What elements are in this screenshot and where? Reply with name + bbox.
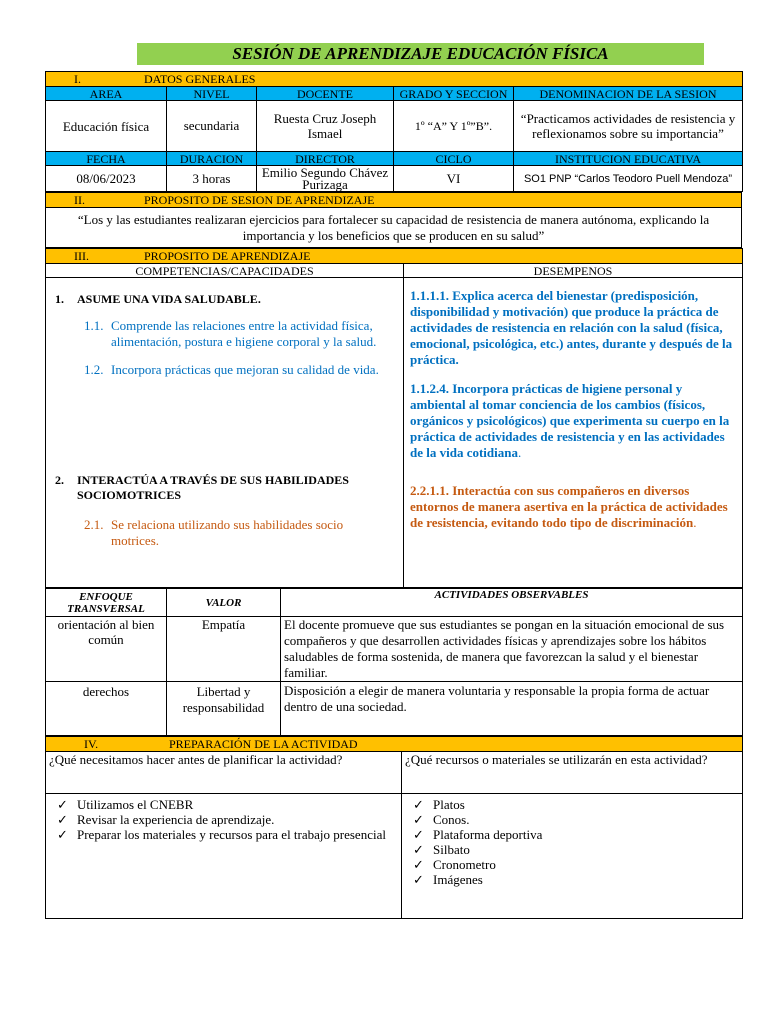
competencia-2: 2. INTERACTÚA A TRAVÉS DE SUS HABILIDADES SOCIOMOTRICES [55, 473, 349, 502]
proposito-aprendizaje-table [45, 248, 743, 588]
actividad-1: El docente promueve que sus estudiantes se pongan en la situación emocional de sus compañeros y que desarrollen actividades físicas y aprendizajes sobre los hábitos saludables de forma sostenida, de manera que favorezcan la salud y el bienestar familiar. [281, 617, 743, 682]
header-institucion: INSTITUCION EDUCATIVA [514, 152, 743, 166]
section-1-header [46, 72, 743, 87]
desempeno-2: 1.1.2.4. Incorpora prácticas de higiene personal y ambiental al tomar conciencia de los cambios (físicos, orgánicos y psicológicos) que experimenta su cuerpo en la práctica de actividades de resistencia y en las actividades de la vida cotidiana. [410, 381, 730, 460]
section-3-label: PROPOSITO DE APRENDIZAJE [144, 248, 311, 263]
check-icon: ✓ [413, 872, 424, 887]
section-1-number: I. [74, 71, 81, 86]
header-fecha: FECHA [46, 152, 167, 166]
header-docente: DOCENTE [257, 87, 394, 101]
section-2-header [46, 193, 742, 208]
datos-generales-table [45, 71, 743, 192]
enfoque-row [46, 617, 743, 682]
section-4-number: IV. [84, 736, 99, 751]
check-icon: ✓ [57, 812, 68, 827]
check-icon: ✓ [57, 797, 68, 812]
question-recursos: ¿Qué recursos o materiales se utilizarán en esta actividad? [402, 752, 743, 794]
capacidad-1-1: 1.1. Comprende las relaciones entre la actividad física, alimentación, postura e higiene corporal y la salud. [84, 318, 377, 349]
antes-list [49, 797, 398, 842]
enfoque-2: derechos [46, 682, 167, 736]
preparacion-table [45, 736, 743, 919]
value-institucion: SO1 PNP “Carlos Teodoro Puell Mendoza” [514, 166, 743, 192]
check-icon: ✓ [413, 857, 424, 872]
list-item: ✓ Plataforma deportiva [413, 827, 543, 842]
section-4-header [46, 737, 743, 752]
value-fecha: 08/06/2023 [46, 166, 167, 192]
value-area: Educación física [46, 101, 167, 152]
enfoque-header: ENFOQUE TRANSVERSAL [46, 589, 167, 617]
value-duracion: 3 horas [167, 166, 257, 192]
recursos-list [405, 797, 739, 887]
actividades-header: ACTIVIDADES OBSERVABLES [281, 589, 743, 617]
list-item: ✓ Platos [413, 797, 465, 812]
recursos-list-cell [402, 794, 743, 919]
value-ciclo: VI [394, 166, 514, 192]
check-icon: ✓ [413, 797, 424, 812]
list-item: ✓ Imágenes [413, 872, 483, 887]
value-director: Emilio Segundo Chávez Purizaga [257, 166, 394, 192]
list-item: ✓ Revisar la experiencia de aprendizaje. [57, 812, 275, 827]
header-denominacion: DENOMINACION DE LA SESION [514, 87, 743, 101]
desempenos-cell [404, 278, 743, 588]
session-document [45, 71, 742, 919]
value-nivel: secundaria [167, 101, 257, 152]
header-area: AREA [46, 87, 167, 101]
value-grado: 1º “A” Y 1º”B”. [394, 101, 514, 152]
capacidad-1-2: 1.2. Incorpora prácticas que mejoran su calidad de vida. [84, 362, 379, 377]
value-denominacion: “Practicamos actividades de resistencia y reflexionamos sobre su importancia” [514, 101, 743, 152]
desempeno-1: 1.1.1.1. Explica acerca del bienestar (predisposición, disponibilidad y motivación) que produce la práctica de actividades de resistencia en relación con la salud (física, emocional, psicológica, etc.) antes, durante y después de la práctica. [410, 288, 733, 367]
proposito-sesion-table [45, 192, 742, 248]
list-item: ✓ Conos. [413, 812, 470, 827]
check-icon: ✓ [413, 842, 424, 857]
section-3-header [46, 249, 743, 264]
list-item: ✓ Preparar los materiales y recursos para el trabajo presencial [57, 827, 386, 842]
header-nivel: NIVEL [167, 87, 257, 101]
page-title: SESIÓN DE APRENDIZAJE EDUCACIÓN FÍSICA [137, 43, 704, 65]
header-ciclo: CICLO [394, 152, 514, 166]
capacidad-2-1: 2.1. Se relaciona utilizando sus habilidades socio motrices. [84, 517, 344, 548]
question-antes: ¿Qué necesitamos hacer antes de planificar la actividad? [46, 752, 402, 794]
section-4-label: PREPARACIÓN DE LA ACTIVIDAD [169, 736, 358, 751]
section-2-number: II. [74, 192, 85, 207]
check-icon: ✓ [57, 827, 68, 842]
enfoques-table [45, 588, 743, 736]
valor-1: Empatía [167, 617, 281, 682]
valor-2: Libertad y responsabilidad [167, 682, 281, 736]
desempenos-header: DESEMPENOS [404, 264, 743, 278]
desempeno-3: 2.2.1.1. Interactúa con sus compañeros en diversos entornos de manera asertiva en la práctica de actividades de resistencia, evitando todo tipo de discriminación. [410, 483, 728, 530]
competencia-1: 1. ASUME UNA VIDA SALUDABLE. [55, 292, 261, 306]
list-item: ✓ Utilizamos el CNEBR [57, 797, 194, 812]
header-grado: GRADO Y SECCION [394, 87, 514, 101]
section-2-label: PROPOSITO DE SESION DE APRENDIZAJE [144, 192, 375, 207]
valor-header: VALOR [167, 589, 281, 617]
competencias-header: COMPETENCIAS/CAPACIDADES [46, 264, 404, 278]
header-director: DIRECTOR [257, 152, 394, 166]
list-item: ✓ Cronometro [413, 857, 496, 872]
header-duracion: DURACION [167, 152, 257, 166]
proposito-text: “Los y las estudiantes realizaran ejercicios para fortalecer su capacidad de resistencia de manera autónoma, explicando la importancia y los beneficios que se producen en su salud” [46, 208, 742, 248]
competencias-cell [46, 278, 404, 588]
antes-list-cell [46, 794, 402, 919]
section-3-number: III. [74, 248, 89, 263]
list-item: ✓ Silbato [413, 842, 470, 857]
enfoque-1: orientación al bien común [46, 617, 167, 682]
value-docente: Ruesta Cruz Joseph Ismael [257, 101, 394, 152]
enfoque-row [46, 682, 743, 736]
section-1-label: DATOS GENERALES [144, 71, 256, 86]
check-icon: ✓ [413, 812, 424, 827]
check-icon: ✓ [413, 827, 424, 842]
actividad-2: Disposición a elegir de manera voluntaria y responsable la propia forma de actuar dentro de una sociedad. [281, 682, 743, 736]
